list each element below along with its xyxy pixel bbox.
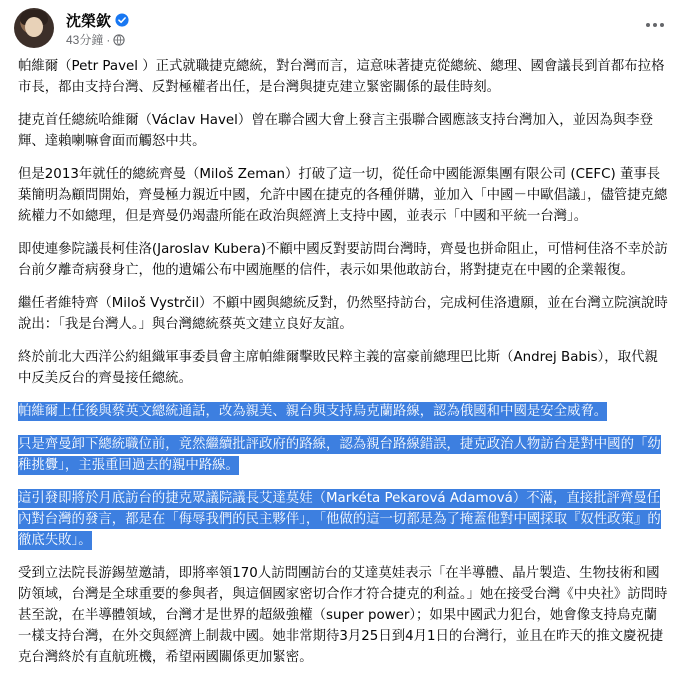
author-row <box>66 10 129 30</box>
post-paragraph: 即使連參院議長柯佳洛(Jaroslav Kubera)不顧中國反對要訪問台灣時，齊曼也拼命阻止，可惜柯佳洛不幸於訪台前夕離奇病發身亡，他的遺孀公布中國施壓的信件，表示如果他敢訪台，將對捷克在中國的企業報復。 <box>18 242 668 278</box>
highlighted-paragraph <box>18 401 668 422</box>
post-paragraph: 帕維爾（Petr Pavel ）正式就職捷克總統，對台灣而言，這意味著捷克從總統、總理、國會議長到首都布拉格市長，都由支持台灣、反對極權者出任，是台灣與捷克建立緊密關係的最佳時刻。 <box>18 59 665 95</box>
post-paragraph: 繼任者維特齊（Miloš Vystrčil）不顧中國與總統反對，仍然堅持訪台，完成柯佳洛遺願，並在台灣立院演說時說出：「我是台灣人。」與台灣總統蔡英文建立良好友誼。 <box>18 296 668 332</box>
highlighted-paragraph <box>18 434 668 476</box>
post-body <box>18 56 668 680</box>
post-paragraph: 捷克首任總統哈維爾（Václav Havel）曾在聯合國大會上發言主張聯合國應該支持台灣加入，並因為與李登輝、達賴喇嘛會面而觸怒中共。 <box>18 113 653 149</box>
selected-text: 帕維爾上任後與蔡英文總統通話，改為親美、親台與支持烏克蘭路線，認為俄國和中國是安全威脅。 <box>18 404 608 419</box>
highlighted-paragraph <box>18 488 668 551</box>
author-name[interactable]: 沈榮欽 <box>66 12 112 30</box>
verified-badge-icon <box>115 13 129 27</box>
selected-text: 只是齊曼卸下總統職位前，竟然繼續批評政府的路線，認為親台路線錯誤，捷克政治人物訪台是對中國的「幼稚挑釁」，主張重回過去的親中路線。 <box>18 437 661 473</box>
avatar[interactable] <box>14 8 54 48</box>
post-paragraph: 終於前北大西洋公約組織軍事委員會主席帕維爾擊敗民粹主義的富豪前總理巴比斯（Andrej Babis），取代親中反美反台的齊曼接任總統。 <box>18 350 658 386</box>
post-paragraph: 受到立法院長游錫堃邀請，即將率領170人訪問團訪台的艾達莫娃表示「在半導體、晶片製造、生物技術和國防領域，台灣是全球重要的參與者，與這個國家密切合作才符合捷克的利益。」她在接受台灣《中央社》訪問時甚至說，在半導體領域，台灣才是世界的超級強權（super power）；如果中國武力犯台，她會像支持烏克蘭一樣支持台灣，在外交與經濟上制裁中國。她非常期待3月25日到4月1日的台灣行，並且在昨天的推文慶祝捷克台灣終於有直航班機，希望兩國關係更加緊密。 <box>18 566 668 665</box>
post-paragraph: 但是2013年就任的總統齊曼（Miloš Zeman）打破了這一切，從任命中國能源集團有限公司 (CEFC) 董事長葉簡明為顧問開始，齊曼極力親近中國，允許中國在捷克的各種併購，並加入「中國－中歐倡議」，儘管捷克總統權力不如總理，但是齊曼仍竭盡所能在政治與經濟上支持中國，並表示「中國和平統一台灣」。 <box>18 167 668 224</box>
more-options-icon[interactable] <box>638 10 672 40</box>
globe-icon <box>113 34 125 46</box>
post-header <box>14 8 674 54</box>
meta-separator: · <box>106 32 111 47</box>
post-timestamp[interactable]: 43分鐘 <box>66 33 104 47</box>
selected-text: 這引發即將於月底訪台的捷克眾議院議長艾達莫娃（Markéta Pekarová Adamová）不滿，直接批評齊曼任內對台灣的發言，都是在「侮辱我們的民主夥伴」，「他做的這一切都是為了掩蓋他對中國採取『奴性政策』的徹底失敗」。 <box>18 491 661 548</box>
post-meta <box>66 31 125 48</box>
